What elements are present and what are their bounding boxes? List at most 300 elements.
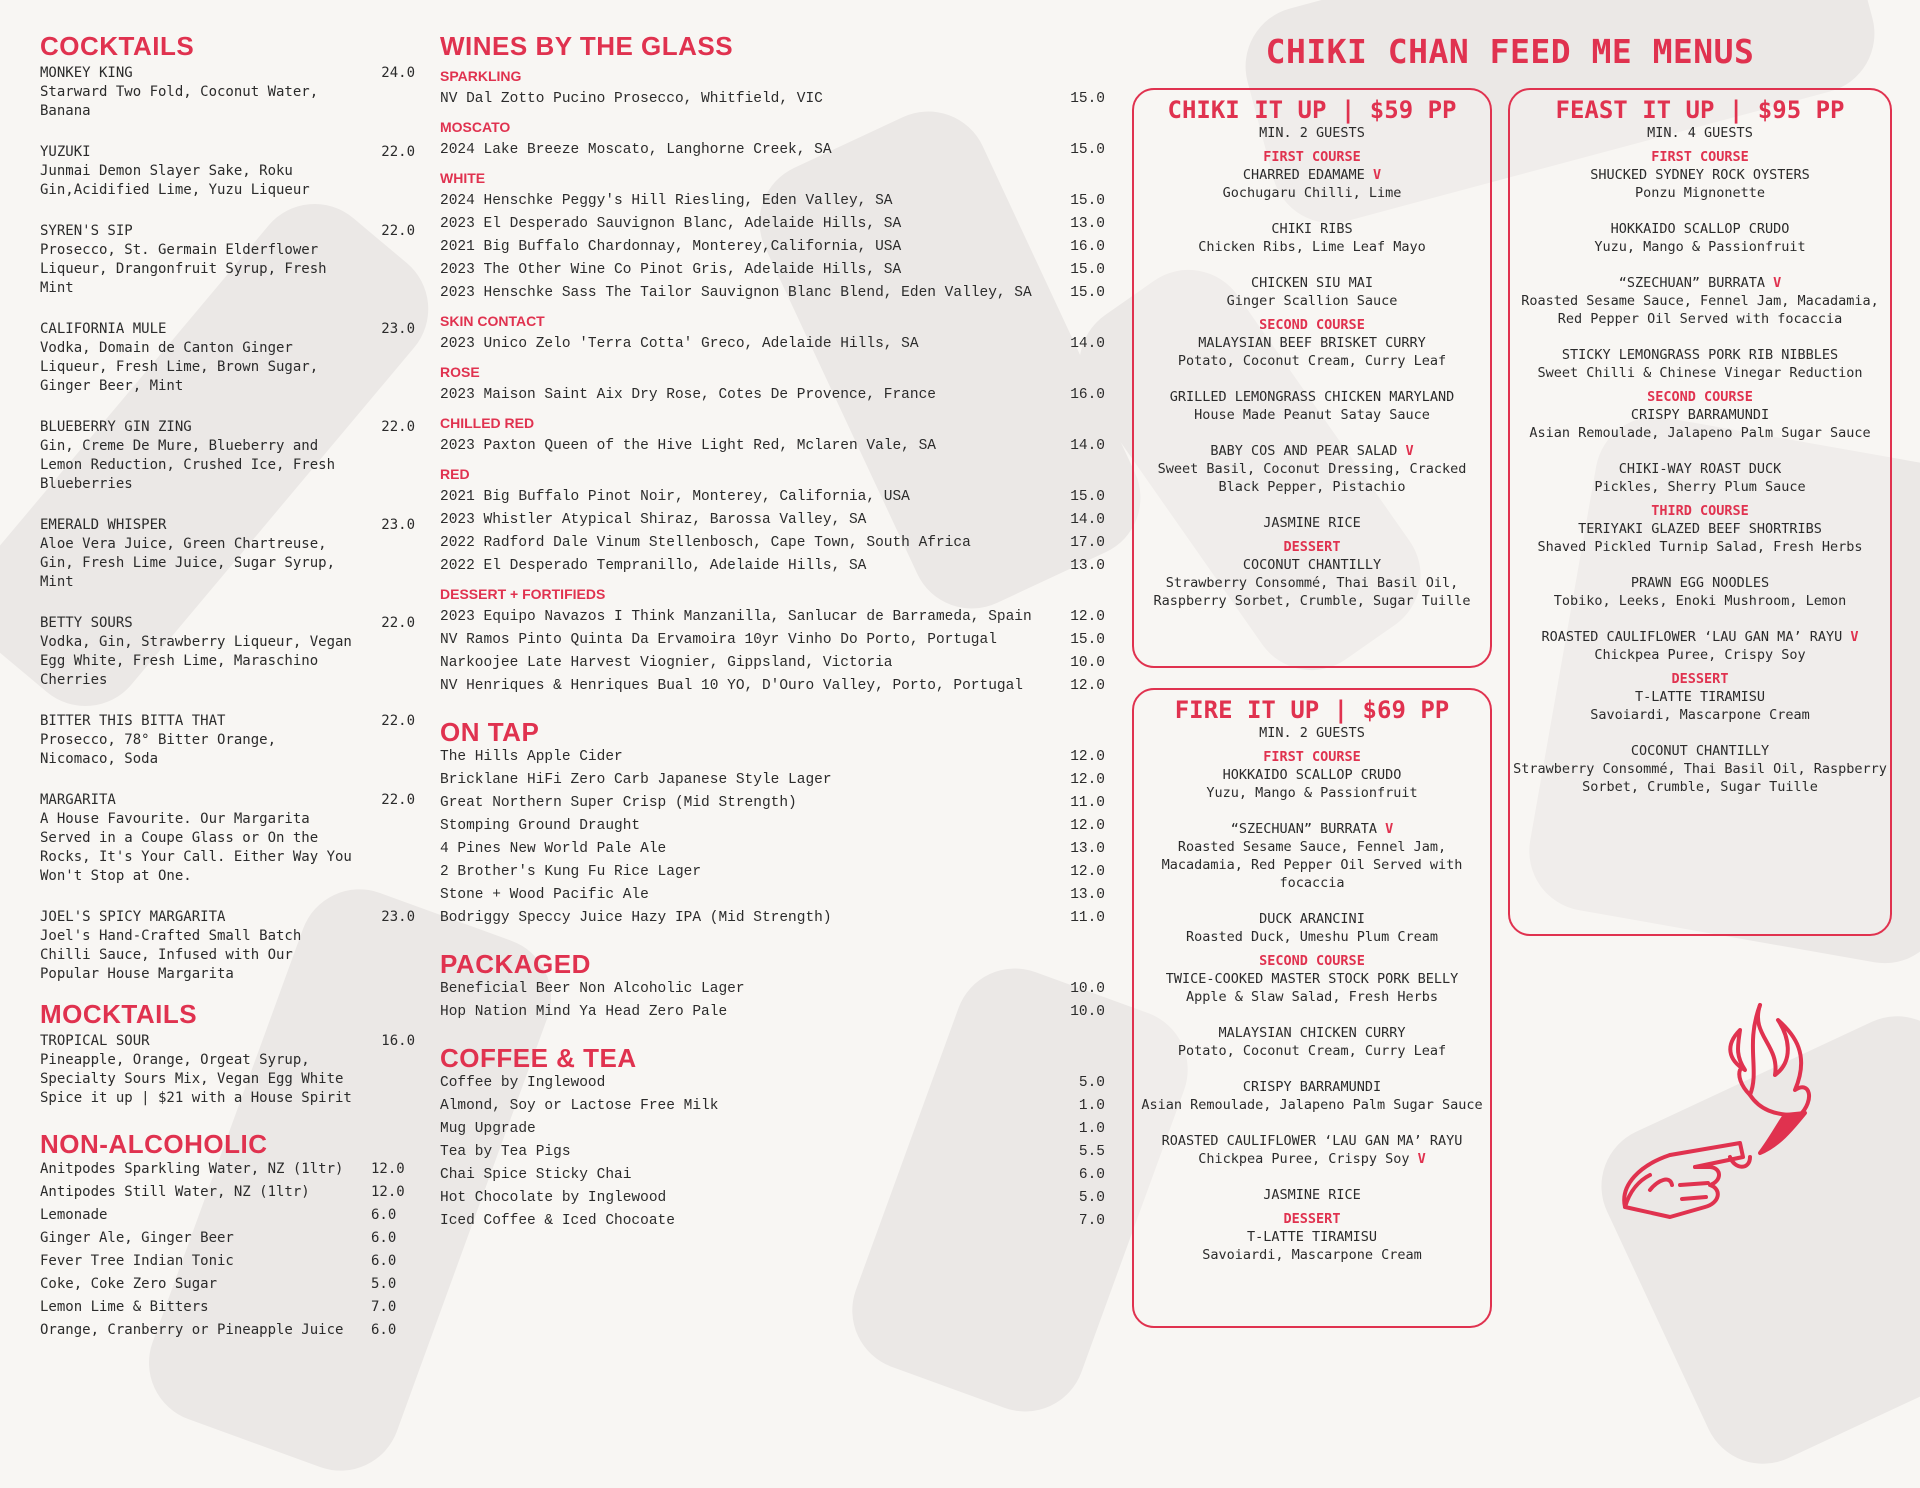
menu-item-name: Chai Spice Sticky Chai [440, 1167, 632, 1183]
dish-description-line [1134, 1246, 1490, 1264]
course-label: SECOND COURSE [1259, 317, 1365, 333]
mocktail-list [40, 1032, 415, 1108]
menu-item [440, 1118, 1105, 1141]
menu-item-name: BLUEBERRY GIN ZING [40, 419, 192, 435]
section-title-packaged: PACKAGED [440, 949, 591, 979]
dish-description: Pickles, Sherry Plum Sauce [1594, 479, 1806, 495]
menu-item [440, 139, 1105, 162]
course-dish-list [1510, 688, 1890, 796]
menu-item [440, 509, 1105, 532]
dish-description-line [1134, 838, 1490, 892]
menu-item-name: Iced Coffee & Iced Chocoate [440, 1213, 675, 1229]
menu-item-price: 6.0 [1078, 1167, 1105, 1183]
menu-item-name: BETTY SOURS [40, 615, 133, 631]
drinks-column-middle [440, 32, 1105, 1233]
dish-name-line [1134, 820, 1490, 838]
section-title-coffee-tea: COFFEE & TEA [440, 1043, 637, 1073]
menu-item [40, 1227, 415, 1250]
dish-description: House Made Peanut Satay Sauce [1194, 407, 1430, 423]
menu-item-price: 5.0 [1078, 1075, 1105, 1091]
dish-description-line [1134, 574, 1490, 610]
dish-description: Savoiardi, Mascarpone Cream [1202, 1247, 1422, 1263]
vegetarian-marker: V [1372, 167, 1382, 183]
menu-item-name: Almond, Soy or Lactose Free Milk [440, 1098, 719, 1114]
menu-item-description: A House Favourite. Our Margarita Served in a Coupe Glass or On the Rocks, It's Your Call. Either Way You Won't Stop at One. [40, 811, 352, 884]
section-title-non-alcoholic: NON-ALCOHOLIC [40, 1129, 268, 1159]
menu-item-name: TROPICAL SOUR [40, 1033, 150, 1049]
menu-item-name: 2022 El Desperado Tempranillo, Adelaide Hills, SA [440, 558, 867, 574]
menu-item-price: 15.0 [1070, 91, 1105, 107]
dish-name-line [1134, 1186, 1490, 1204]
menu-item-name: 2023 El Desperado Sauvignon Blanc, Adelaide Hills, SA [440, 216, 902, 232]
menu-item-name: 2021 Big Buffalo Pinot Noir, Monterey, California, USA [440, 489, 910, 505]
dish-name-line [1510, 688, 1890, 706]
dish-name: CHIKI RIBS [1271, 221, 1353, 237]
wine-category-label: DESSERT + FORTIFIEDS [440, 586, 606, 602]
menu-item [440, 1001, 1105, 1024]
menu-item-price: 12.0 [1070, 678, 1105, 694]
dish [1134, 1132, 1490, 1168]
dish-name: ROASTED CAULIFLOWER ‘LAU GAN MA’ RAYU [1161, 1133, 1463, 1149]
vegetarian-marker: V [1773, 275, 1782, 291]
course-dish-list [1134, 970, 1490, 1204]
menu-item [40, 908, 415, 984]
dish-name: STICKY LEMONGRASS PORK RIB NIBBLES [1561, 347, 1839, 363]
menu-item-price: 12.0 [1070, 864, 1105, 880]
menu-item [440, 838, 1105, 861]
menu-item-name: 4 Pines New World Pale Ale [440, 841, 667, 857]
vegetarian-marker: V [1417, 1151, 1426, 1167]
dish-name-line [1510, 166, 1890, 184]
menu-item-name: Hop Nation Mind Ya Head Zero Pale [440, 1004, 728, 1020]
course-dish-list [1134, 166, 1490, 310]
menu-item-price: 14.0 [1070, 336, 1105, 352]
dish-name-line [1134, 1132, 1490, 1150]
menu-item-price: 15.0 [1070, 632, 1105, 648]
dish-name-line [1510, 628, 1890, 646]
menu-item [440, 652, 1105, 675]
menu-item-name: MARGARITA [40, 792, 116, 808]
menu-item-name: Narkoojee Late Harvest Viognier, Gippsland, Victoria [440, 655, 893, 671]
min-guests-label: MIN. 4 GUESTS [1647, 125, 1753, 141]
menu-item [40, 222, 415, 298]
menu-item-name: Hot Chocolate by Inglewood [440, 1190, 667, 1206]
menu-item-price: 22.0 [381, 144, 415, 160]
menu-item-header [40, 418, 415, 437]
menu-item-name: 2023 Maison Saint Aix Dry Rose, Cotes De Provence, France [440, 387, 936, 403]
dish [1510, 166, 1890, 202]
dish [1134, 166, 1490, 202]
menu-item-name: Orange, Cranberry or Pineapple Juice [40, 1322, 344, 1338]
dish-description: Gochugaru Chilli, Lime [1222, 185, 1402, 201]
course-label: DESSERT [1671, 671, 1729, 687]
dish-description-line [1134, 928, 1490, 946]
dish-description-line [1510, 592, 1890, 610]
min-guests-label: MIN. 2 GUESTS [1259, 725, 1365, 741]
menu-item [440, 1164, 1105, 1187]
menu-item [440, 532, 1105, 555]
menu-item-description: Starward Two Fold, Coconut Water, Banana [40, 84, 319, 119]
dish-name-line [1134, 766, 1490, 784]
menu-item [40, 1296, 415, 1319]
dish [1134, 1024, 1490, 1060]
menu-item-price: 12.0 [1070, 772, 1105, 788]
menu-item-price: 12.0 [1070, 749, 1105, 765]
menu-item [440, 213, 1105, 236]
course-dish-list [1510, 520, 1890, 664]
menu-item [40, 1032, 415, 1108]
menu-item [40, 1273, 415, 1296]
dish-name-line [1134, 220, 1490, 238]
menu-item-note: Spice it up | $21 with a House Spirit [40, 1090, 352, 1106]
course-dish-list [1134, 1228, 1490, 1264]
section-title-mocktails: MOCKTAILS [40, 999, 198, 1029]
menu-item-description: Prosecco, 78° Bitter Orange, Nicomaco, Soda [40, 732, 277, 767]
menu-card-title: FEAST IT UP | $95 PP [1555, 96, 1845, 124]
dish-description-line [1134, 406, 1490, 424]
menu-item [440, 1187, 1105, 1210]
menu-item [440, 1210, 1105, 1233]
menu-item-name: 2024 Lake Breeze Moscato, Langhorne Creek, SA [440, 142, 832, 158]
wine-category-list [440, 88, 1105, 111]
menu-card-chiki-it-up [1132, 88, 1492, 668]
dish [1134, 334, 1490, 370]
menu-item [440, 88, 1105, 111]
menu-item-name: NV Ramos Pinto Quinta Da Ervamoira 10yr Vinho Do Porto, Portugal [440, 632, 997, 648]
menu-item-name: 2023 Paxton Queen of the Hive Light Red, Mclaren Vale, SA [440, 438, 936, 454]
menu-item [40, 320, 415, 396]
menu-item-name: 2024 Henschke Peggy's Hill Riesling, Eden Valley, SA [440, 193, 893, 209]
menu-item-name: 2021 Big Buffalo Chardonnay, Monterey,California, USA [440, 239, 902, 255]
course-label: DESSERT [1283, 1211, 1341, 1227]
dish [1134, 442, 1490, 496]
menu-item [440, 236, 1105, 259]
menu-item-name: CALIFORNIA MULE [40, 321, 167, 337]
dish-description-line [1510, 292, 1890, 328]
dish-description: Sweet Chilli & Chinese Vinegar Reduction [1537, 365, 1863, 381]
dish-description: Roasted Duck, Umeshu Plum Cream [1186, 929, 1438, 945]
dish [1134, 766, 1490, 802]
dish [1510, 742, 1890, 796]
dish-name-line [1134, 514, 1490, 532]
menu-item-description: Joel's Hand-Crafted Small Batch Chilli Sauce, Infused with Our Popular House Margarita [40, 928, 302, 982]
dish [1134, 970, 1490, 1006]
menu-item [40, 712, 415, 769]
course-label: FIRST COURSE [1651, 149, 1749, 165]
dish-name: CHARRED EDAMAME [1242, 167, 1365, 183]
course-dish-list [1134, 334, 1490, 532]
menu-item-description: Junmai Demon Slayer Sake, Roku Gin,Acidified Lime, Yuzu Liqueur [40, 163, 310, 198]
dish-name-line [1134, 1024, 1490, 1042]
dish-description: Savoiardi, Mascarpone Cream [1590, 707, 1810, 723]
dish-name-line [1510, 742, 1890, 760]
dish-description: Apple & Slaw Salad, Fresh Herbs [1186, 989, 1438, 1005]
menu-item-price: 23.0 [381, 321, 415, 337]
menu-item-name: Fever Tree Indian Tonic [40, 1253, 234, 1269]
menu-item-price: 23.0 [381, 909, 415, 925]
section-title-wines: WINES BY THE GLASS [440, 31, 734, 61]
wine-category-label: RED [440, 466, 470, 482]
course-label: SECOND COURSE [1259, 953, 1365, 969]
dish [1134, 388, 1490, 424]
packaged-list [440, 978, 1105, 1024]
menu-item-price: 23.0 [381, 517, 415, 533]
dish-description: Yuzu, Mango & Passionfruit [1206, 785, 1418, 801]
dish-name: T-LATTE TIRAMISU [1634, 689, 1766, 705]
menu-item [440, 746, 1105, 769]
course-label: DESSERT [1283, 539, 1341, 555]
vegetarian-marker: V [1405, 443, 1414, 459]
dish-name-line [1134, 274, 1490, 292]
menu-item-price: 24.0 [381, 65, 415, 81]
menu-item-name: BITTER THIS BITTA THAT [40, 713, 226, 729]
dish [1510, 220, 1890, 256]
vegetarian-marker: V [1850, 629, 1859, 645]
dish-description-line [1510, 364, 1890, 382]
dish [1510, 520, 1890, 556]
menu-item-price: 5.0 [371, 1276, 397, 1292]
menu-item-name: Lemon Lime & Bitters [40, 1299, 209, 1315]
menu-item-price: 16.0 [381, 1033, 415, 1049]
menu-item-price: 16.0 [1070, 387, 1105, 403]
dish-name: BABY COS AND PEAR SALAD [1210, 443, 1398, 459]
menu-item-price: 7.0 [371, 1299, 397, 1315]
menu-item [440, 555, 1105, 578]
dish-description-line [1134, 988, 1490, 1006]
dish [1134, 556, 1490, 610]
dish-description: Tobiko, Leeks, Enoki Mushroom, Lemon [1553, 593, 1847, 609]
dish-description: Chickpea Puree, Crispy Soy [1198, 1151, 1410, 1167]
drinks-column-left [40, 32, 415, 1342]
dish-name-line [1134, 334, 1490, 352]
dish-name-line [1510, 220, 1890, 238]
wine-category-label: MOSCATO [440, 119, 511, 135]
menu-item-price: 13.0 [1070, 216, 1105, 232]
menu-item-description: Gin, Creme De Mure, Blueberry and Lemon Reduction, Crushed Ice, Fresh Blueberries [40, 438, 336, 492]
menu-item-price: 14.0 [1070, 512, 1105, 528]
menu-item-description: Vodka, Gin, Strawberry Liqueur, Vegan Egg White, Fresh Lime, Maraschino Cherries [40, 634, 352, 688]
menu-item-price: 22.0 [381, 615, 415, 631]
menu-item-price: 13.0 [1070, 841, 1105, 857]
dish-name: CHIKI-WAY ROAST DUCK [1618, 461, 1782, 477]
menu-item [440, 606, 1105, 629]
dish-description-line [1510, 424, 1890, 442]
wine-category-list [440, 384, 1105, 407]
menu-item [440, 769, 1105, 792]
dish-description: Shaved Pickled Turnip Salad, Fresh Herbs [1537, 539, 1863, 555]
menu-item-price: 6.0 [371, 1230, 397, 1246]
menu-item-name: NV Dal Zotto Pucino Prosecco, Whitfield, VIC [440, 91, 823, 107]
dish-name: CHICKEN SIU MAI [1251, 275, 1373, 291]
menu-item-name: 2 Brother's Kung Fu Rice Lager [440, 864, 702, 880]
dish [1134, 1186, 1490, 1204]
dish-name-line [1134, 910, 1490, 928]
dish-name-line [1510, 520, 1890, 538]
menu-item-name: 2023 Equipo Navazos I Think Manzanilla, Sanlucar de Barrameda, Spain [440, 609, 1032, 625]
dish [1134, 820, 1490, 892]
menu-item-price: 16.0 [1070, 239, 1105, 255]
menu-item-name: 2023 Whistler Atypical Shiraz, Barossa Valley, SA [440, 512, 867, 528]
menu-item-price: 12.0 [1070, 818, 1105, 834]
menu-item-price: 11.0 [1070, 910, 1105, 926]
dish-description: Roasted Sesame Sauce, Fennel Jam, Macadamia, Red Pepper Oil Served with focaccia [1521, 293, 1879, 327]
wine-category-label: SPARKLING [440, 68, 522, 84]
dish-name: JASMINE RICE [1263, 1187, 1361, 1203]
menu-item [440, 907, 1105, 930]
menu-item-name: SYREN'S SIP [40, 223, 133, 239]
dish-name: CRISPY BARRAMUNDI [1630, 407, 1770, 423]
menu-item-name: Mug Upgrade [440, 1121, 536, 1137]
dish [1510, 460, 1890, 496]
menu-item [40, 418, 415, 494]
dish-description-line [1510, 538, 1890, 556]
menu-item [440, 282, 1105, 305]
menu-item [440, 815, 1105, 838]
menu-item [440, 884, 1105, 907]
menu-item-price: 10.0 [1070, 1004, 1105, 1020]
menu-item [440, 259, 1105, 282]
menu-item [440, 1072, 1105, 1095]
menu-item-header [40, 614, 415, 633]
menu-item-name: Coffee by Inglewood [440, 1075, 606, 1091]
menu-item-description: Aloe Vera Juice, Green Chartreuse, Gin, Fresh Lime Juice, Sugar Syrup, Mint [40, 536, 336, 590]
dish [1134, 514, 1490, 532]
menu-item [40, 1204, 415, 1227]
dish-description: Strawberry Consommé, Thai Basil Oil, Raspberry Sorbet, Crumble, Sugar Tuille [1513, 761, 1887, 795]
dish [1510, 688, 1890, 724]
course-dish-list [1134, 766, 1490, 946]
wine-category-list [440, 333, 1105, 356]
dish-name-line [1134, 1228, 1490, 1246]
dish [1510, 628, 1890, 664]
dish-description-line [1134, 238, 1490, 256]
menu-card-title: CHIKI IT UP | $59 PP [1167, 96, 1457, 124]
menu-item-price: 22.0 [381, 792, 415, 808]
wine-category-list [440, 435, 1105, 458]
dish [1510, 574, 1890, 610]
dish-description: Ginger Scallion Sauce [1226, 293, 1398, 309]
course-label: THIRD COURSE [1651, 503, 1749, 519]
wine-category-list [440, 486, 1105, 578]
dish-name: ROASTED CAULIFLOWER ‘LAU GAN MA’ RAYU [1541, 629, 1843, 645]
dish-description: Strawberry Consommé, Thai Basil Oil, Raspberry Sorbet, Crumble, Sugar Tuille [1153, 575, 1471, 609]
menu-item-price: 15.0 [1070, 193, 1105, 209]
menu-item-price: 1.0 [1078, 1098, 1105, 1114]
menu-item-price: 10.0 [1070, 981, 1105, 997]
menu-item-header [40, 64, 415, 83]
dish-description-line [1134, 292, 1490, 310]
menu-item-price: 22.0 [381, 713, 415, 729]
dish [1134, 274, 1490, 310]
menu-item-price: 14.0 [1070, 438, 1105, 454]
menu-item-price: 1.0 [1078, 1121, 1105, 1137]
menu-item-price: 12.0 [371, 1184, 405, 1200]
dish-name-line [1510, 274, 1890, 292]
dish [1510, 274, 1890, 328]
menu-item-name: YUZUKI [40, 144, 91, 160]
dish [1134, 1078, 1490, 1114]
menu-item-name: Ginger Ale, Ginger Beer [40, 1230, 234, 1246]
dish [1510, 406, 1890, 442]
dish-name: TERIYAKI GLAZED BEEF SHORTRIBS [1578, 521, 1822, 537]
menu-item [440, 384, 1105, 407]
menu-item [40, 791, 415, 886]
dish-description: Yuzu, Mango & Passionfruit [1594, 239, 1806, 255]
min-guests-label: MIN. 2 GUESTS [1259, 125, 1365, 141]
menu-item-price: 6.0 [371, 1322, 397, 1338]
dish-description: Asian Remoulade, Jalapeno Palm Sugar Sauce [1529, 425, 1871, 441]
menu-item-price: 15.0 [1070, 142, 1105, 158]
dish-description-line [1134, 460, 1490, 496]
dish-description-line [1134, 1042, 1490, 1060]
dish [1134, 220, 1490, 256]
dish-name: DUCK ARANCINI [1259, 911, 1365, 927]
dish-description-line [1510, 478, 1890, 496]
dish-name: PRAWN EGG NOODLES [1630, 575, 1770, 591]
menu-item [440, 1095, 1105, 1118]
dish-name-line [1134, 388, 1490, 406]
course-dish-list [1134, 556, 1490, 610]
feed-me-title: CHIKI CHAN FEED ME MENUS [1265, 32, 1755, 71]
dish-description: Asian Remoulade, Jalapeno Palm Sugar Sauce [1141, 1097, 1483, 1113]
coffee-tea-list [440, 1072, 1105, 1233]
menu-item [440, 333, 1105, 356]
menu-item [440, 675, 1105, 698]
menu-item-header [40, 791, 415, 810]
menu-item-description: Vodka, Domain de Canton Ginger Liqueur, Fresh Lime, Brown Sugar, Ginger Beer, Mint [40, 340, 319, 394]
menu-item-name: Beneficial Beer Non Alcoholic Lager [440, 981, 745, 997]
dish-name-line [1134, 442, 1490, 460]
menu-item-name: MONKEY KING [40, 65, 133, 81]
menu-item-name: Stone + Wood Pacific Ale [440, 887, 649, 903]
menu-item [40, 1158, 415, 1181]
menu-card-feast-it-up [1508, 88, 1892, 936]
menu-item [40, 1319, 415, 1342]
menu-item-name: 2023 Henschke Sass The Tailor Sauvignon Blanc Blend, Eden Valley, SA [440, 285, 1032, 301]
dish-description-line [1134, 352, 1490, 370]
course-label: FIRST COURSE [1263, 149, 1361, 165]
dish-description: Chickpea Puree, Crispy Soy [1594, 647, 1806, 663]
dish-name-line [1134, 166, 1490, 184]
dish-name-line [1510, 406, 1890, 424]
non-alcoholic-list [40, 1158, 415, 1342]
menu-item-price: 5.0 [1078, 1190, 1105, 1206]
menu-item-name: Tea by Tea Pigs [440, 1144, 571, 1160]
dish-description-line [1134, 184, 1490, 202]
dish [1510, 346, 1890, 382]
menu-item-name: EMERALD WHISPER [40, 517, 167, 533]
menu-item-header [40, 712, 415, 731]
menu-item-name: 2022 Radford Dale Vinum Stellenbosch, Cape Town, South Africa [440, 535, 971, 551]
dish-name: “SZECHUAN” BURRATA [1618, 275, 1766, 291]
dish-name: HOKKAIDO SCALLOP CRUDO [1610, 221, 1790, 237]
wine-list [440, 68, 1105, 698]
dish-name-line [1134, 1078, 1490, 1096]
menu-item-price: 22.0 [381, 419, 415, 435]
menu-card-fire-it-up [1132, 688, 1492, 1328]
menu-item-name: Antipodes Still Water, NZ (1ltr) [40, 1184, 310, 1200]
dish-name: SHUCKED SYDNEY ROCK OYSTERS [1590, 167, 1810, 183]
dish-name-line [1134, 556, 1490, 574]
menu-item-name: Stomping Ground Draught [440, 818, 641, 834]
menu-item [40, 516, 415, 592]
menu-item-price: 12.0 [1070, 609, 1105, 625]
menu-item-name: Bodriggy Speccy Juice Hazy IPA (Mid Strength) [440, 910, 832, 926]
dish-name: MALAYSIAN BEEF BRISKET CURRY [1198, 335, 1426, 351]
menu-item [40, 1181, 415, 1204]
course-dish-list [1510, 406, 1890, 496]
dish-description: Chicken Ribs, Lime Leaf Mayo [1198, 239, 1426, 255]
